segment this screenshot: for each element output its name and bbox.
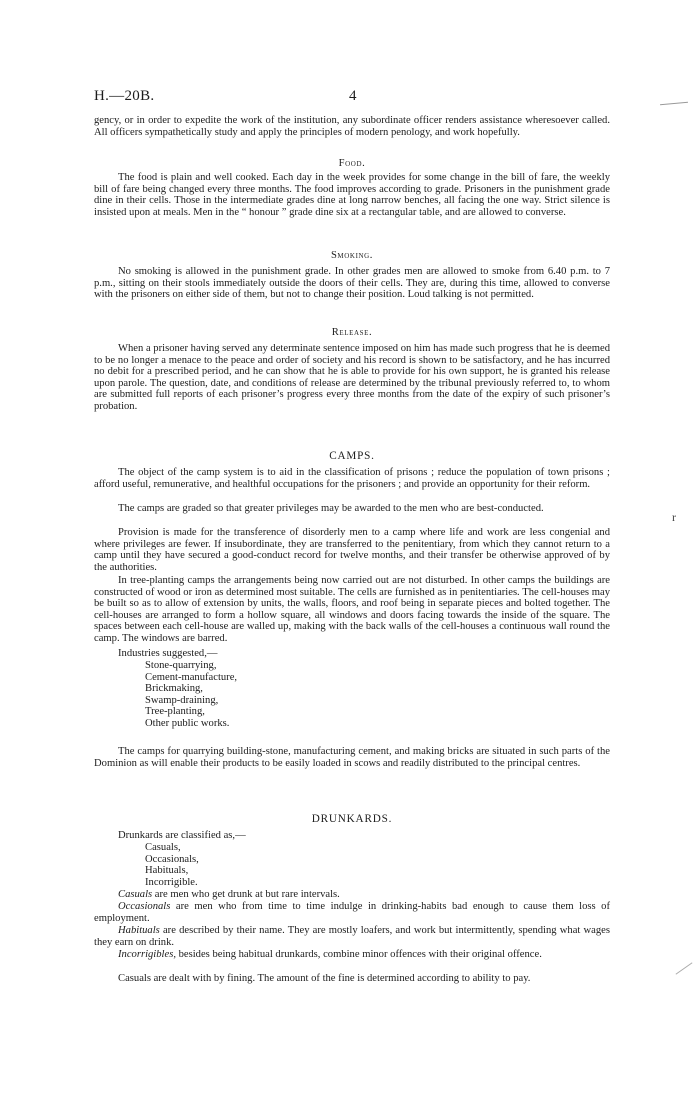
occasionals-definition <box>94 901 610 924</box>
drunkard-classes-list <box>145 842 199 888</box>
list-item: Brickmaking, <box>145 683 203 695</box>
incorrigibles-term: Incorrigibles, <box>118 949 176 960</box>
habituals-term: Habituals <box>118 925 160 936</box>
margin-mark: r <box>672 510 676 524</box>
heading-release: Release. <box>331 327 373 338</box>
document-code: H.—20B. <box>94 88 155 104</box>
intro-paragraph: gency, or in order to expedite the work of the institution, any subordinate officer renders assistance wheresoever called. All officers sympathetically study and apply the principles of modern penology, and work hopefully. <box>94 115 610 138</box>
incorrigibles-definition <box>94 949 610 961</box>
list-item: Tree-planting, <box>145 706 205 718</box>
list-item: Incorrigible. <box>145 876 198 888</box>
casuals-term: Casuals <box>118 889 153 900</box>
habituals-text: are described by their name. They are mostly loafers, and work but intermittently, spending what wages they earn on drink. <box>94 925 610 948</box>
release-paragraph: When a prisoner having served any determinate sentence imposed on him has made such progress that he is deemed to be no longer a menace to the peace and order of society and his record is shown to be satisfactory, and he has incurred no debit for a prescribed period, and he can show that he is able to provide for his own support, he is granted his release upon parole. The question, date, and conditions of release are determined by the tribunal previously referred to, to whom are submitted full reports of each prisoner’s progress every three months from the date of the expiry of such prisoner’s probation. <box>94 343 610 412</box>
casuals-text: are men who get drunk at but rare intervals. <box>152 889 340 900</box>
margin-rule <box>660 102 688 105</box>
heading-drunkards: DRUNKARDS. <box>311 813 393 825</box>
camps-paragraph-2: The camps are graded so that greater privileges may be awarded to the men who are best-conducted. <box>118 503 544 514</box>
list-item: Habituals, <box>145 865 189 877</box>
habituals-definition <box>94 925 610 948</box>
page-number: 4 <box>349 88 357 104</box>
list-item: Casuals, <box>145 842 181 853</box>
list-item: Stone-quarrying, <box>145 660 217 671</box>
list-item: Cement-manufacture, <box>145 671 238 683</box>
heading-smoking: Smoking. <box>330 250 374 261</box>
occasionals-text: are men who from time to time indulge in drinking-habits bad enough to cause them loss of employment. <box>94 901 610 924</box>
list-item: Occasionals, <box>145 853 199 865</box>
industries-list <box>145 660 237 730</box>
incorrigibles-text: besides being habitual drunkards, combine minor offences with their original offence. <box>175 949 542 960</box>
smoking-paragraph: No smoking is allowed in the punishment grade. In other grades men are allowed to smoke from 6.40 p.m. to 7 p.m., sitting on their stools immediately outside the doors of their cells. They are, during this time, allowed to converse with the prisoners on either side of them, but not to change their position. Loud talking is not permitted. <box>94 266 610 301</box>
food-paragraph: The food is plain and well cooked. Each day in the week provides for some change in the bill of fare, the weekly bill of fare being changed every three months. The food improves according to grade. Prisoners in the punishment grade dine in their cells. Those in the intermediate grades dine at long narrow benches, all facing the one way. Strict silence is insisted upon at meals. Men in the “ honour ” grade dine six at a rectangular table, and are allowed to converse. <box>94 172 610 218</box>
drunkards-label: Drunkards are classified as,— <box>118 830 246 841</box>
camps-paragraph-3: Provision is made for the transference of disorderly men to a camp where life and work are less congenial and where privileges are fewer. If insubordinate, they are transferred to the penitentiary, from which they cannot return to a camp until they have secured a good-conduct record for twelve months, and their transfer be otherwise approved of by the authorities. <box>94 527 610 573</box>
fines-paragraph: Casuals are dealt with by fining. The amount of the fine is determined according to ability to pay. <box>118 973 531 984</box>
list-item: Swamp-draining, <box>145 694 219 706</box>
camps-paragraph-5: The camps for quarrying building-stone, manufacturing cement, and making bricks are situated in such parts of the Dominion as will enable their products to be easily loaded in scows and readily distributed to the principal centres. <box>94 746 610 769</box>
casuals-definition <box>94 889 610 901</box>
camps-paragraph-1: The object of the camp system is to aid in the classification of prisons ; reduce the population of town prisons ; afford useful, remunerative, and healthful occupations for the prisoners ; and provide an opportunity for their reform. <box>94 467 610 490</box>
margin-stroke <box>676 962 693 974</box>
heading-camps: CAMPS. <box>329 450 375 462</box>
occasionals-term: Occasionals <box>118 901 171 912</box>
list-item: Other public works. <box>145 717 230 729</box>
heading-food: Food. <box>338 158 366 169</box>
camps-paragraph-4: In tree-planting camps the arrangements being now carried out are not disturbed. In other camps the buildings are constructed of wood or iron as determined most suitable. The cells are furnished as in penitentiaries. The cell-houses may be built so as to allow of extension by units, the walls, floors, and roof being in separate pieces and bolted together. The cell-houses are arranged to form a hollow square, all windows and doors facing towards the inside of the square. The spaces between each cell-house are walled up, making with the back walls of the cell-houses a continuous wall round the camp. The windows are barred. <box>94 575 610 644</box>
industries-label: Industries suggested,— <box>118 648 218 659</box>
